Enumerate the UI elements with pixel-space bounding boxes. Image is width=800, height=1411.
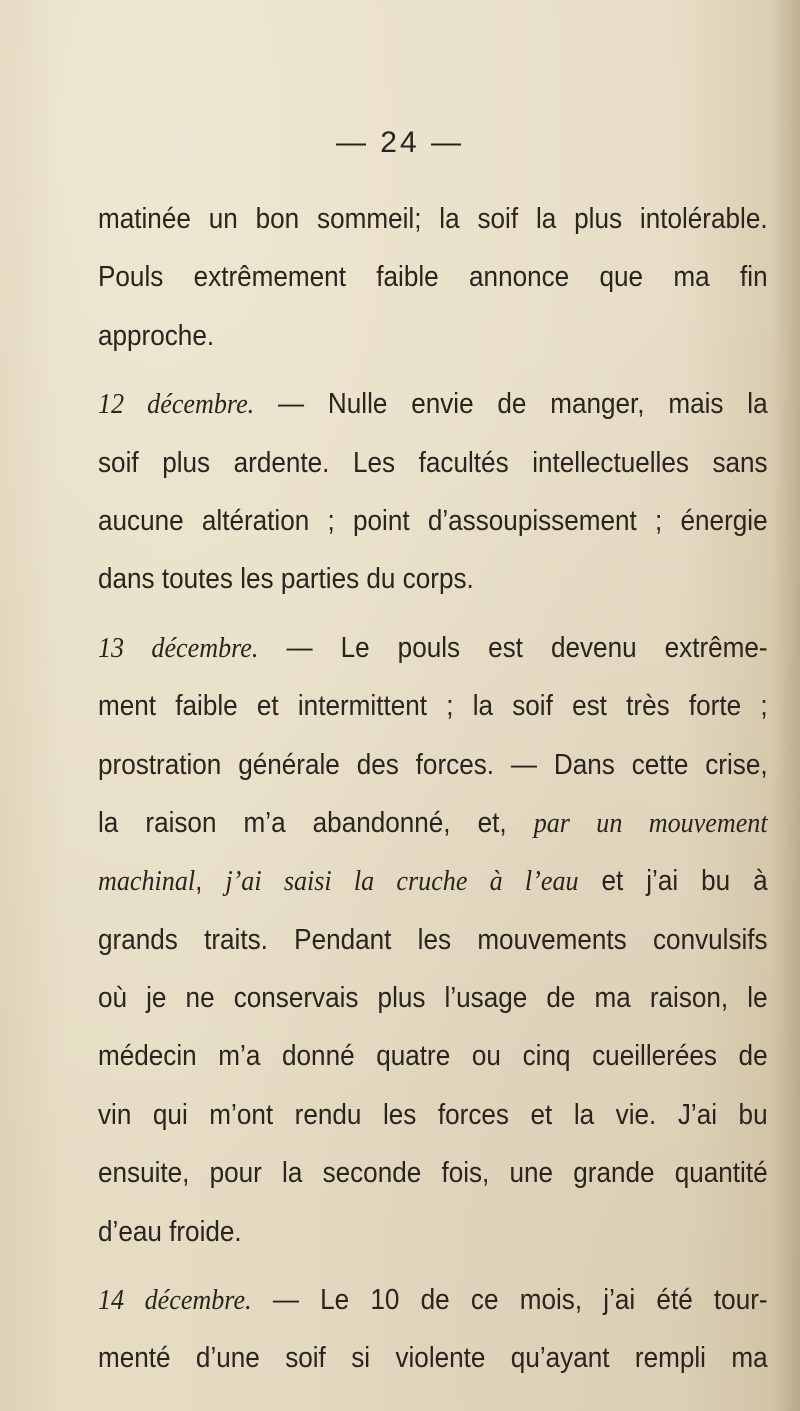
italic-phrase: machinal (98, 865, 196, 898)
body-text (98, 190, 768, 1388)
text-line: machinal, j’ai saisi la cruche à l’eau et j’ai bu à (98, 865, 768, 898)
italic-phrase: j’ai saisi la cruche à l’eau (225, 865, 579, 898)
text-line: Pouls extrêmement faible annonce que ma fin (98, 261, 768, 294)
text-line: soif plus ardente. Les facultés intellectuelles sans (98, 446, 768, 479)
text-line: grands traits. Pendant les mouvements convulsifs (98, 923, 768, 956)
entry-date: 14 décembre. (98, 1284, 252, 1317)
text-line: ment faible et intermittent ; la soif est très forte ; (98, 690, 768, 723)
text-line: approche. (98, 319, 215, 352)
text-line: médecin m’a donné quatre ou cinq cueillerées de (98, 1040, 768, 1073)
diary-entry-13-december: 13 décembre. — Le pouls est devenu extrême- (98, 631, 768, 664)
text-line: où je ne conservais plus l’usage de ma raison, le (98, 982, 768, 1015)
text-line: prostration générale des forces. — Dans cette crise, (98, 748, 768, 781)
text-line: d’eau froide. (98, 1215, 242, 1248)
page-number: — 24 — (335, 126, 465, 159)
text-line: menté d’une soif si violente qu’ayant rempli ma (98, 1342, 768, 1375)
text-line: vin qui m’ont rendu les forces et la vie. J’ai bu (98, 1098, 768, 1131)
entry-date: 12 décembre. (98, 388, 255, 421)
diary-entry-12-december: 12 décembre. — Nulle envie de manger, mais la (98, 388, 768, 421)
text-line: dans toutes les parties du corps. (98, 563, 474, 596)
text-line: aucune altération ; point d’assoupissement ; énergie (98, 504, 768, 537)
italic-phrase: par un mouvement (533, 806, 768, 839)
page-edge-shadow (772, 0, 800, 1411)
text-line: ensuite, pour la seconde fois, une grande quantité (98, 1157, 768, 1190)
diary-entry-14-december: 14 décembre. — Le 10 de ce mois, j’ai été tour- (98, 1284, 768, 1317)
text-line: matinée un bon sommeil; la soif la plus intolérable. (98, 203, 768, 235)
text-line: la raison m’a abandonné, et, par un mouvement (98, 806, 768, 839)
entry-date: 13 décembre. (98, 631, 259, 664)
